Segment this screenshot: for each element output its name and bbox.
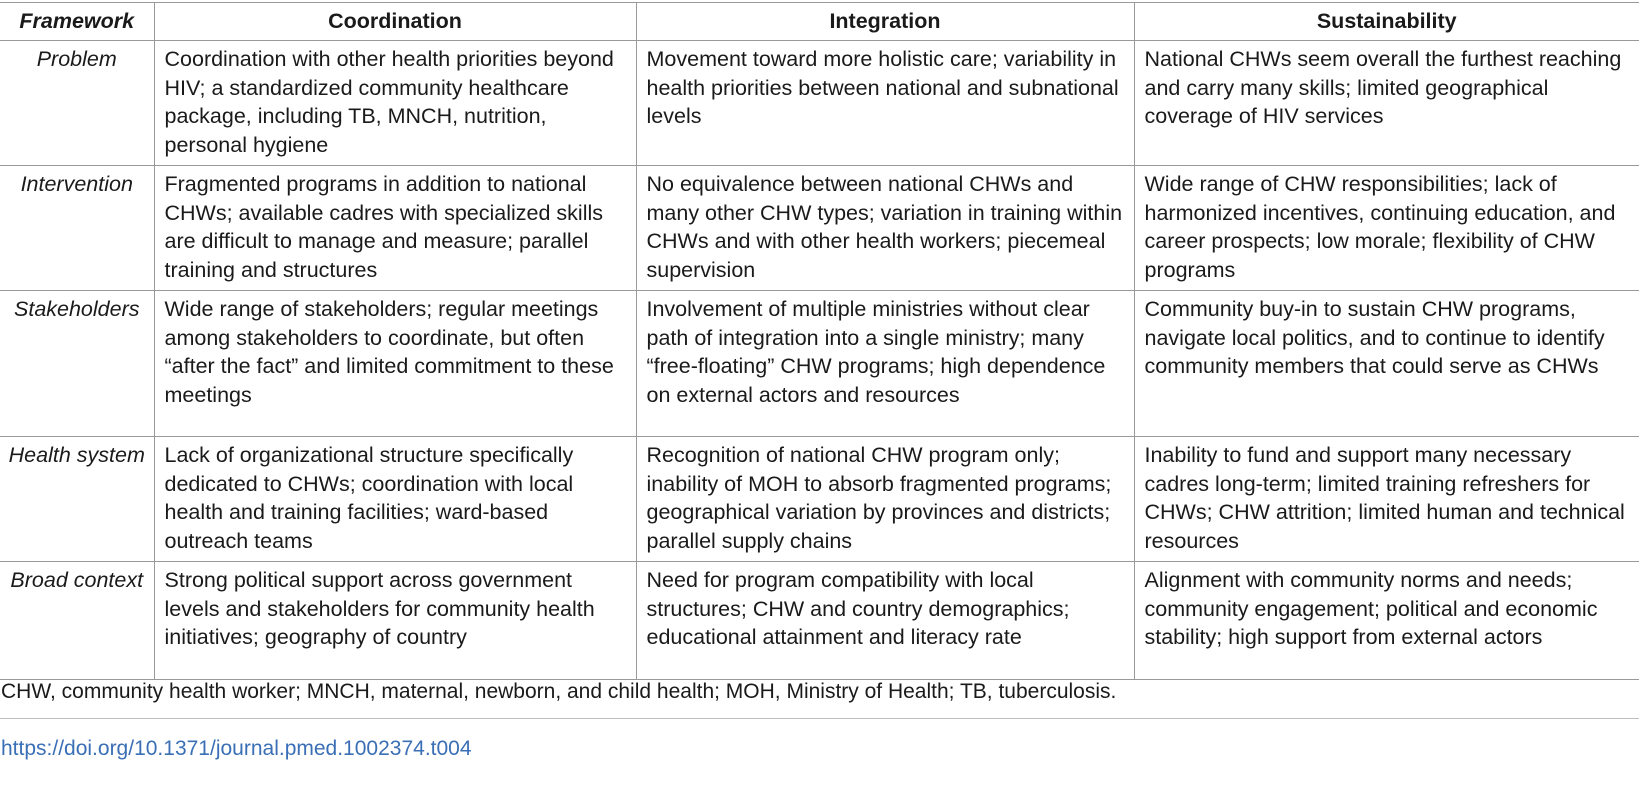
table-row — [0, 437, 1639, 562]
table-footnote: CHW, community health worker; MNCH, maternal, newborn, and child health; MOH, Ministry of Health; TB, tuberculosis. — [0, 678, 1639, 719]
row-label-stakeholders: Stakeholders — [0, 291, 154, 437]
header-integration: Integration — [636, 3, 1134, 41]
table-row — [0, 291, 1639, 437]
row-label-problem: Problem — [0, 41, 154, 166]
cell-stakeholders-sustainability: Community buy-in to sustain CHW programs, navigate local politics, and to continue to identify community members that could serve as CHWs — [1134, 291, 1639, 437]
cell-problem-coordination: Coordination with other health priorities beyond HIV; a standardized community healthcare package, including TB, MNCH, nutrition, personal hygiene — [154, 41, 636, 166]
row-label-intervention: Intervention — [0, 166, 154, 291]
cell-stakeholders-integration: Involvement of multiple ministries without clear path of integration into a single ministry; many “free-floating” CHW programs; high dependence on external actors and resources — [636, 291, 1134, 437]
cell-intervention-sustainability: Wide range of CHW responsibilities; lack of harmonized incentives, continuing education, and career prospects; low morale; flexibility of CHW programs — [1134, 166, 1639, 291]
row-label-broad-context: Broad context — [0, 562, 154, 680]
table-row — [0, 166, 1639, 291]
cell-stakeholders-coordination: Wide range of stakeholders; regular meetings among stakeholders to coordinate, but often “after the fact” and limited commitment to these meetings — [154, 291, 636, 437]
cell-broad-context-sustainability: Alignment with community norms and needs; community engagement; political and economic stability; high support from external actors — [1134, 562, 1639, 680]
cell-problem-sustainability: National CHWs seem overall the furthest reaching and carry many skills; limited geographical coverage of HIV services — [1134, 41, 1639, 166]
cell-broad-context-coordination: Strong political support across government levels and stakeholders for community health initiatives; geography of country — [154, 562, 636, 680]
framework-table-container — [0, 2, 1639, 680]
framework-table — [0, 2, 1639, 680]
cell-health-system-coordination: Lack of organizational structure specifically dedicated to CHWs; coordination with local health and training facilities; ward-based outreach teams — [154, 437, 636, 562]
header-framework: Framework — [0, 3, 154, 41]
doi-link[interactable]: https://doi.org/10.1371/journal.pmed.1002374.t004 — [1, 737, 472, 760]
cell-health-system-sustainability: Inability to fund and support many necessary cadres long-term; limited training refreshers for CHWs; CHW attrition; limited human and technical resources — [1134, 437, 1639, 562]
cell-broad-context-integration: Need for program compatibility with local structures; CHW and country demographics; educational attainment and literacy rate — [636, 562, 1134, 680]
cell-intervention-integration: No equivalence between national CHWs and many other CHW types; variation in training within CHWs and with other health workers; piecemeal supervision — [636, 166, 1134, 291]
header-coordination: Coordination — [154, 3, 636, 41]
row-label-health-system: Health system — [0, 437, 154, 562]
cell-problem-integration: Movement toward more holistic care; variability in health priorities between national and subnational levels — [636, 41, 1134, 166]
table-row — [0, 41, 1639, 166]
table-header-row — [0, 3, 1639, 41]
table-row — [0, 562, 1639, 680]
cell-intervention-coordination: Fragmented programs in addition to national CHWs; available cadres with specialized skills are difficult to manage and measure; parallel training and structures — [154, 166, 636, 291]
cell-health-system-integration: Recognition of national CHW program only; inability of MOH to absorb fragmented programs; geographical variation by provinces and districts; parallel supply chains — [636, 437, 1134, 562]
header-sustainability: Sustainability — [1134, 3, 1639, 41]
